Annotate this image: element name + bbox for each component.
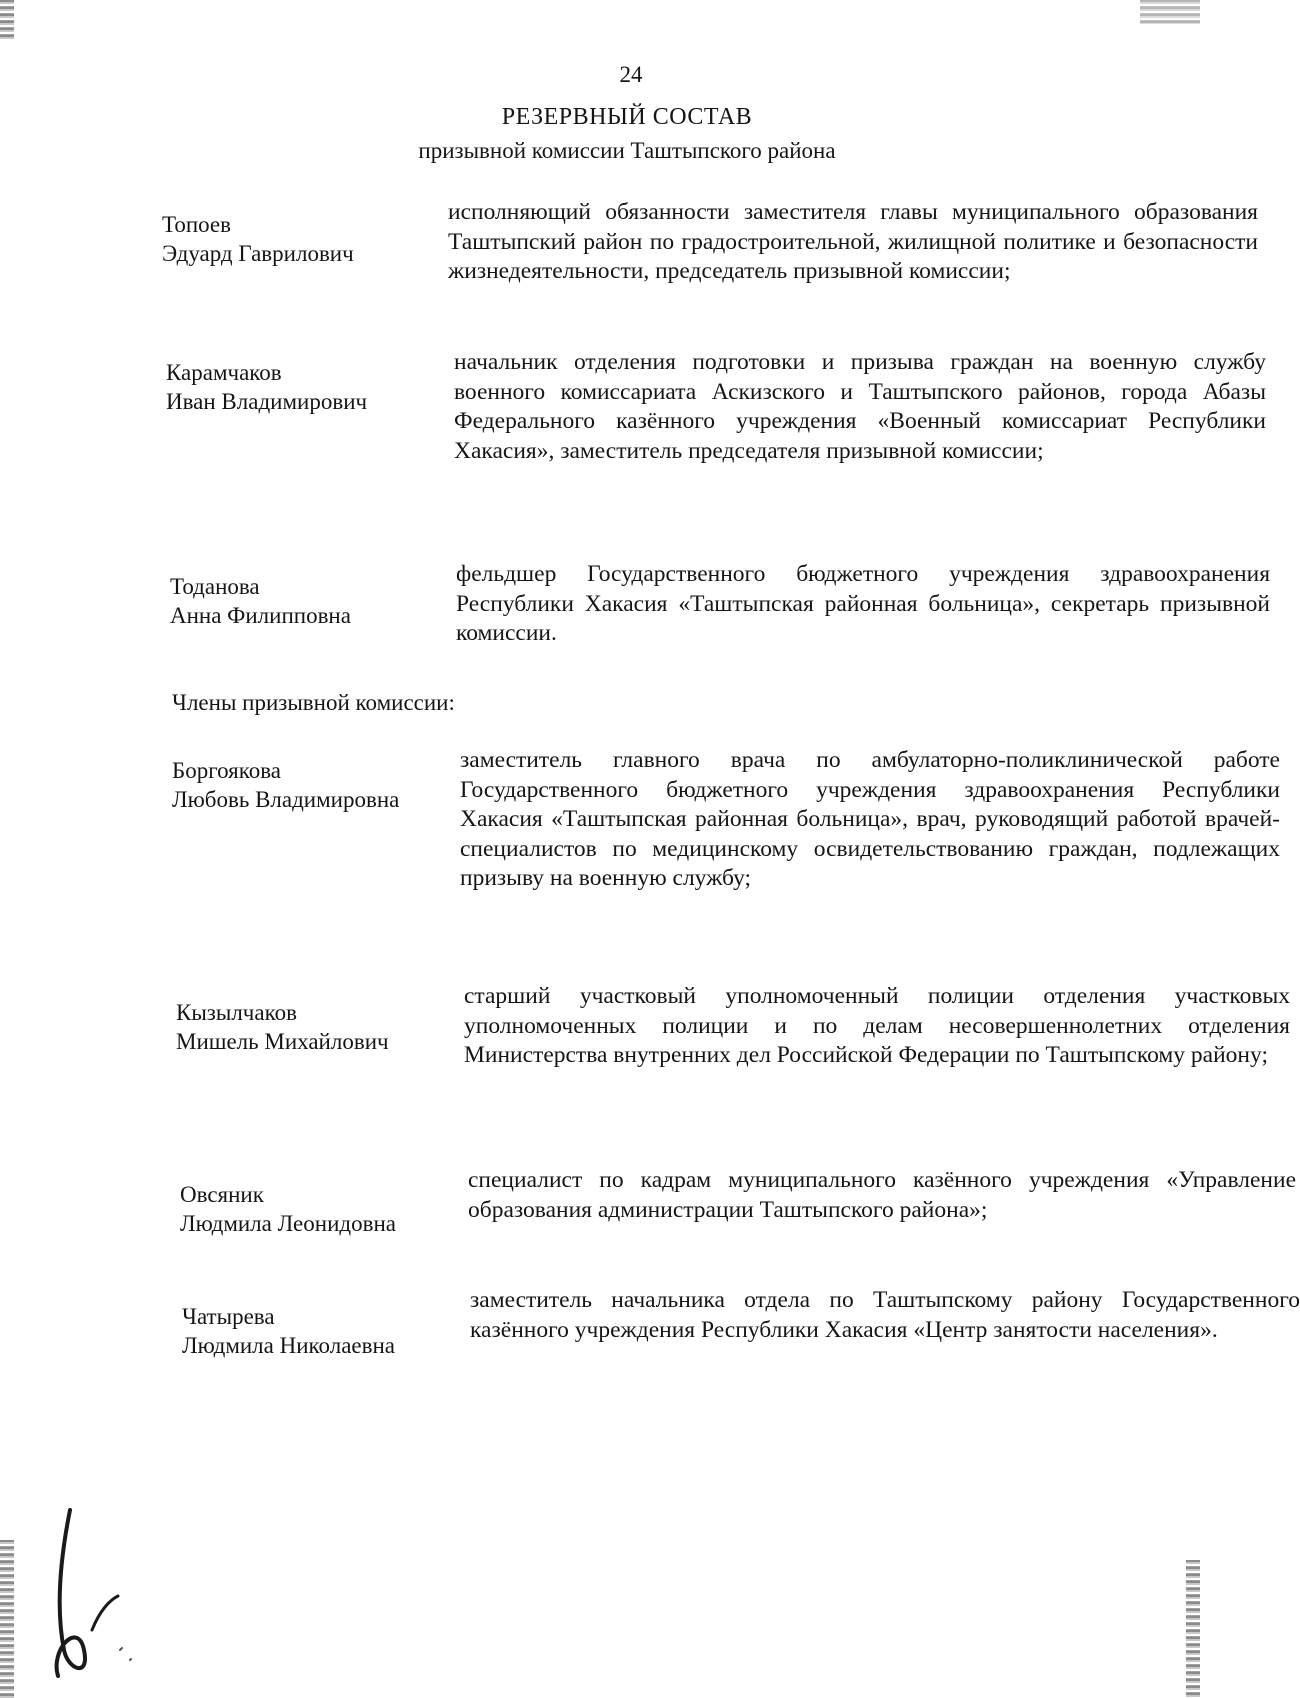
given-names: Любовь Владимировна bbox=[172, 787, 400, 812]
person-name bbox=[170, 572, 351, 630]
handwritten-signature bbox=[30, 1500, 160, 1690]
person-name bbox=[176, 998, 389, 1056]
given-names: Людмила Николаевна bbox=[182, 1333, 396, 1358]
members-heading: Члены призывной комиссии: bbox=[172, 690, 455, 715]
document-subtitle: призывной комиссии Таштыпского района bbox=[418, 138, 836, 163]
page-number: 24 bbox=[619, 62, 643, 87]
person-name bbox=[172, 756, 399, 814]
surname: Овсяник bbox=[180, 1182, 264, 1207]
given-names: Мишель Михайлович bbox=[176, 1029, 389, 1054]
surname: Боргоякова bbox=[172, 758, 281, 783]
given-names: Людмила Леонидовна bbox=[180, 1211, 396, 1236]
person-role: фельдшер Государственного бюджетного учреждения здравоохранения Республики Хакасия «Таштыпская районная больница», секретарь призывной комиссии. bbox=[456, 561, 1270, 646]
scan-noise-bottom-right bbox=[1186, 1560, 1200, 1698]
surname: Топоев bbox=[162, 212, 231, 237]
surname: Карамчаков bbox=[166, 360, 282, 385]
person-role: начальник отделения подготовки и призыва граждан на военную службу военного комиссариата Аскизского и Таштыпского районов, города Абазы Федерального казённого учреждения «Военный комиссариат Республики Хакасия», заместитель председателя призывной комиссии; bbox=[454, 349, 1266, 464]
surname: Тоданова bbox=[170, 574, 260, 599]
person-role: заместитель главного врача по амбулаторно-поликлинической работе Государственного бюджетного учреждения здравоохранения Республики Хакасия «Таштыпская районная больница», врач, руководящий работой врачей-специалистов по медицинскому освидетельствованию граждан, подлежащих призыву на военную службу; bbox=[460, 747, 1280, 891]
scan-noise-top-right bbox=[1140, 0, 1200, 24]
scan-noise-bottom-left bbox=[0, 1540, 14, 1698]
person-name bbox=[166, 358, 367, 416]
given-names: Иван Владимирович bbox=[166, 389, 368, 414]
person-role: исполняющий обязанности заместителя главы муниципального образования Таштыпский район по градостроительной, жилищной политике и безопасности жизнедеятельности, председатель призывной комиссии; bbox=[448, 199, 1258, 284]
scan-noise-top-left bbox=[0, 0, 14, 40]
surname: Кызылчаков bbox=[176, 1000, 297, 1025]
person-name bbox=[182, 1302, 395, 1360]
person-role: специалист по кадрам муниципального казённого учреждения «Управление образования администрации Таштыпского района»; bbox=[468, 1167, 1296, 1223]
person-name bbox=[180, 1180, 396, 1238]
given-names: Анна Филипповна bbox=[170, 603, 351, 628]
surname: Чатырева bbox=[182, 1304, 275, 1329]
person-role: старший участковый уполномоченный полиции отделения участковых уполномоченных полиции и по делам несовершеннолетних отделения Министерства внутренних дел Российской Федерации по Таштыпскому району; bbox=[464, 983, 1290, 1068]
person-role: заместитель начальника отдела по Таштыпскому району Государственного казённого учреждения Республики Хакасия «Центр занятости населения». bbox=[470, 1287, 1300, 1343]
given-names: Эдуард Гаврилович bbox=[162, 241, 354, 266]
person-name bbox=[162, 210, 354, 268]
document-title: РЕЗЕРВНЫЙ СОСТАВ bbox=[501, 104, 753, 130]
